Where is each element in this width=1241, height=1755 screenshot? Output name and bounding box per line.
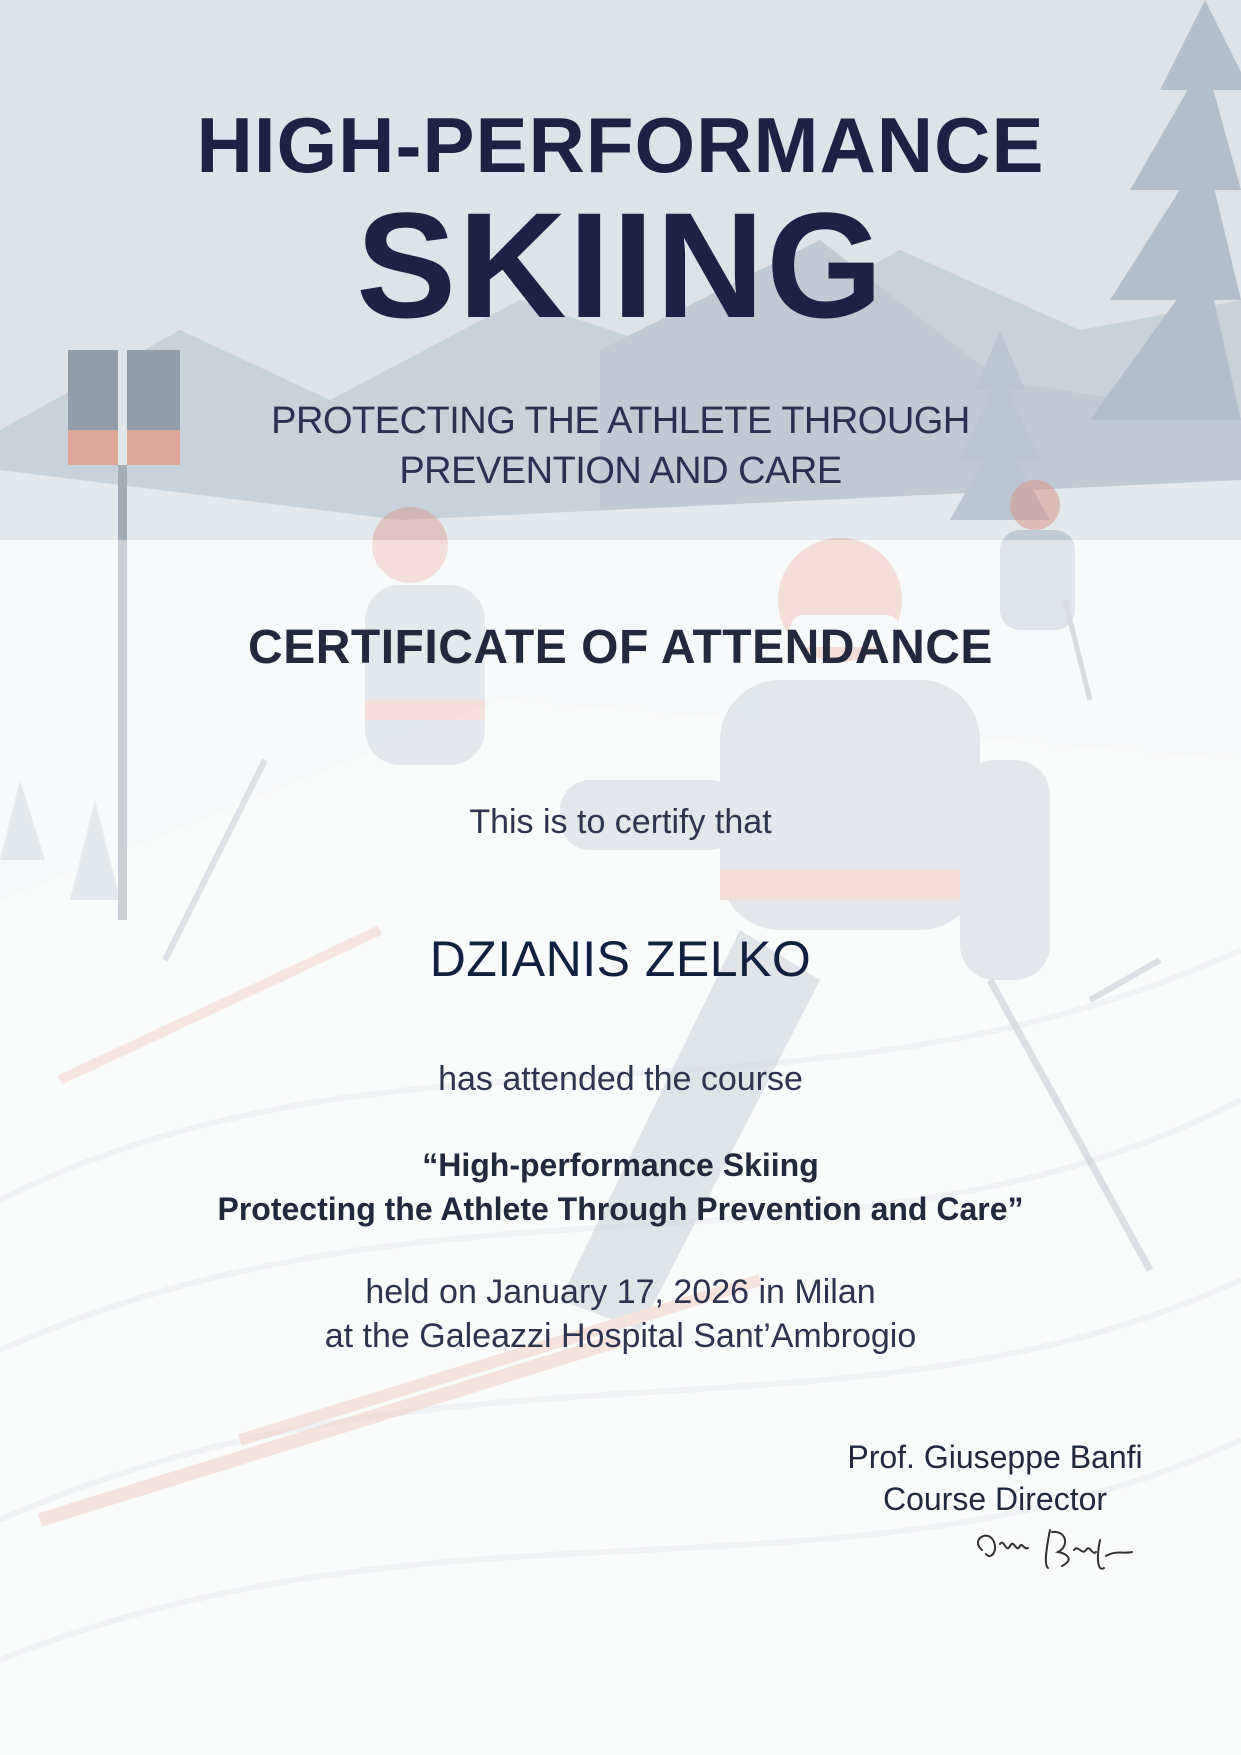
subtitle (0, 396, 1241, 496)
attended-text: has attended the course (438, 1060, 803, 1098)
certify-text: This is to certify that (469, 803, 772, 841)
signatory-role: Course Director (882, 1481, 1108, 1517)
certificate-heading: CERTIFICATE OF ATTENDANCE (248, 621, 993, 674)
title-line-2: SKIING (356, 181, 885, 349)
event-details (0, 1270, 1241, 1358)
course-title-line-2: Protecting the Athlete Through Prevention and Care” (217, 1191, 1024, 1227)
subtitle-line-1: PROTECTING THE ATHLETE THROUGH (271, 400, 970, 442)
event-date-location: held on January 17, 2026 in Milan (365, 1273, 876, 1311)
title-line-1: HIGH-PERFORMANCE (196, 101, 1045, 189)
signatory-name: Prof. Giuseppe Banfi (847, 1439, 1143, 1475)
signatory-block (820, 1436, 1170, 1520)
event-venue: at the Galeazzi Hospital Sant’Ambrogio (324, 1317, 917, 1355)
subtitle-line-2: PREVENTION AND CARE (399, 450, 842, 492)
handwritten-signature (970, 1510, 1150, 1580)
recipient-name: DZIANIS ZELKO (429, 931, 812, 987)
course-title-line-1: “High-performance Skiing (422, 1147, 819, 1183)
course-title (0, 1143, 1241, 1231)
